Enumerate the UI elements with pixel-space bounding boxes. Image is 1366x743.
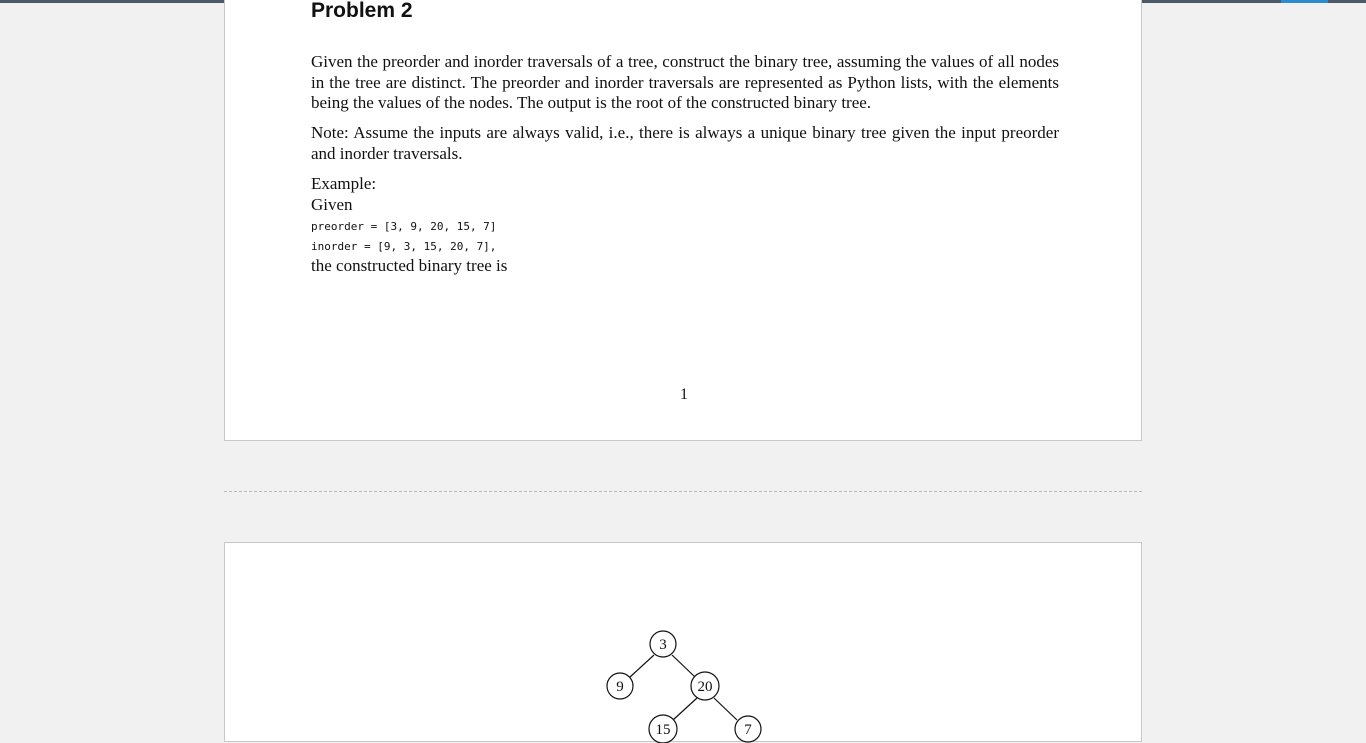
preorder-code: preorder = [3, 9, 20, 15, 7] xyxy=(311,220,497,233)
tree-node-right-label: 20 xyxy=(697,679,713,695)
problem-note: Note: Assume the inputs are always valid, i.e., there is always a unique binary tree given the input preorder and inorder traversals. xyxy=(311,123,1059,163)
tree-node-right xyxy=(691,672,719,700)
example-label: Example: xyxy=(311,174,377,193)
tree-node-root-label: 3 xyxy=(659,637,667,653)
edge-3-20 xyxy=(672,655,695,677)
edge-20-7 xyxy=(714,698,737,720)
document-page-1 xyxy=(224,0,1142,441)
viewer-top-bar-accent xyxy=(1281,0,1328,3)
document-page-2 xyxy=(224,542,1142,742)
edge-3-9 xyxy=(630,655,654,677)
tree-node-right-right-label: 7 xyxy=(744,722,752,738)
tree-node-left-label: 9 xyxy=(616,679,624,695)
problem-description: Given the preorder and inorder traversals of a tree, construct the binary tree, assuming the values of all nodes in the tree are distinct. The preorder and inorder traversals are represented as Python lists, with the elements being the values of the nodes. The output is the root of the constructed binary tree. xyxy=(311,52,1059,112)
tree-node-right-right xyxy=(735,716,761,742)
given-label: Given xyxy=(311,195,353,214)
constructed-tree-line: the constructed binary tree is xyxy=(311,256,508,275)
tree-node-left xyxy=(607,673,633,699)
tree-node-right-left-label: 15 xyxy=(655,722,671,738)
tree-node-right-left xyxy=(649,715,677,743)
page-number: 1 xyxy=(680,386,688,403)
binary-tree-diagram xyxy=(225,543,1143,743)
inorder-code: inorder = [9, 3, 15, 20, 7], xyxy=(311,240,497,253)
problem-title: Problem 2 xyxy=(311,0,413,22)
tree-node-root xyxy=(650,631,676,657)
page-separator xyxy=(224,491,1142,492)
tree-edges xyxy=(630,655,737,720)
edge-20-15 xyxy=(673,698,697,720)
